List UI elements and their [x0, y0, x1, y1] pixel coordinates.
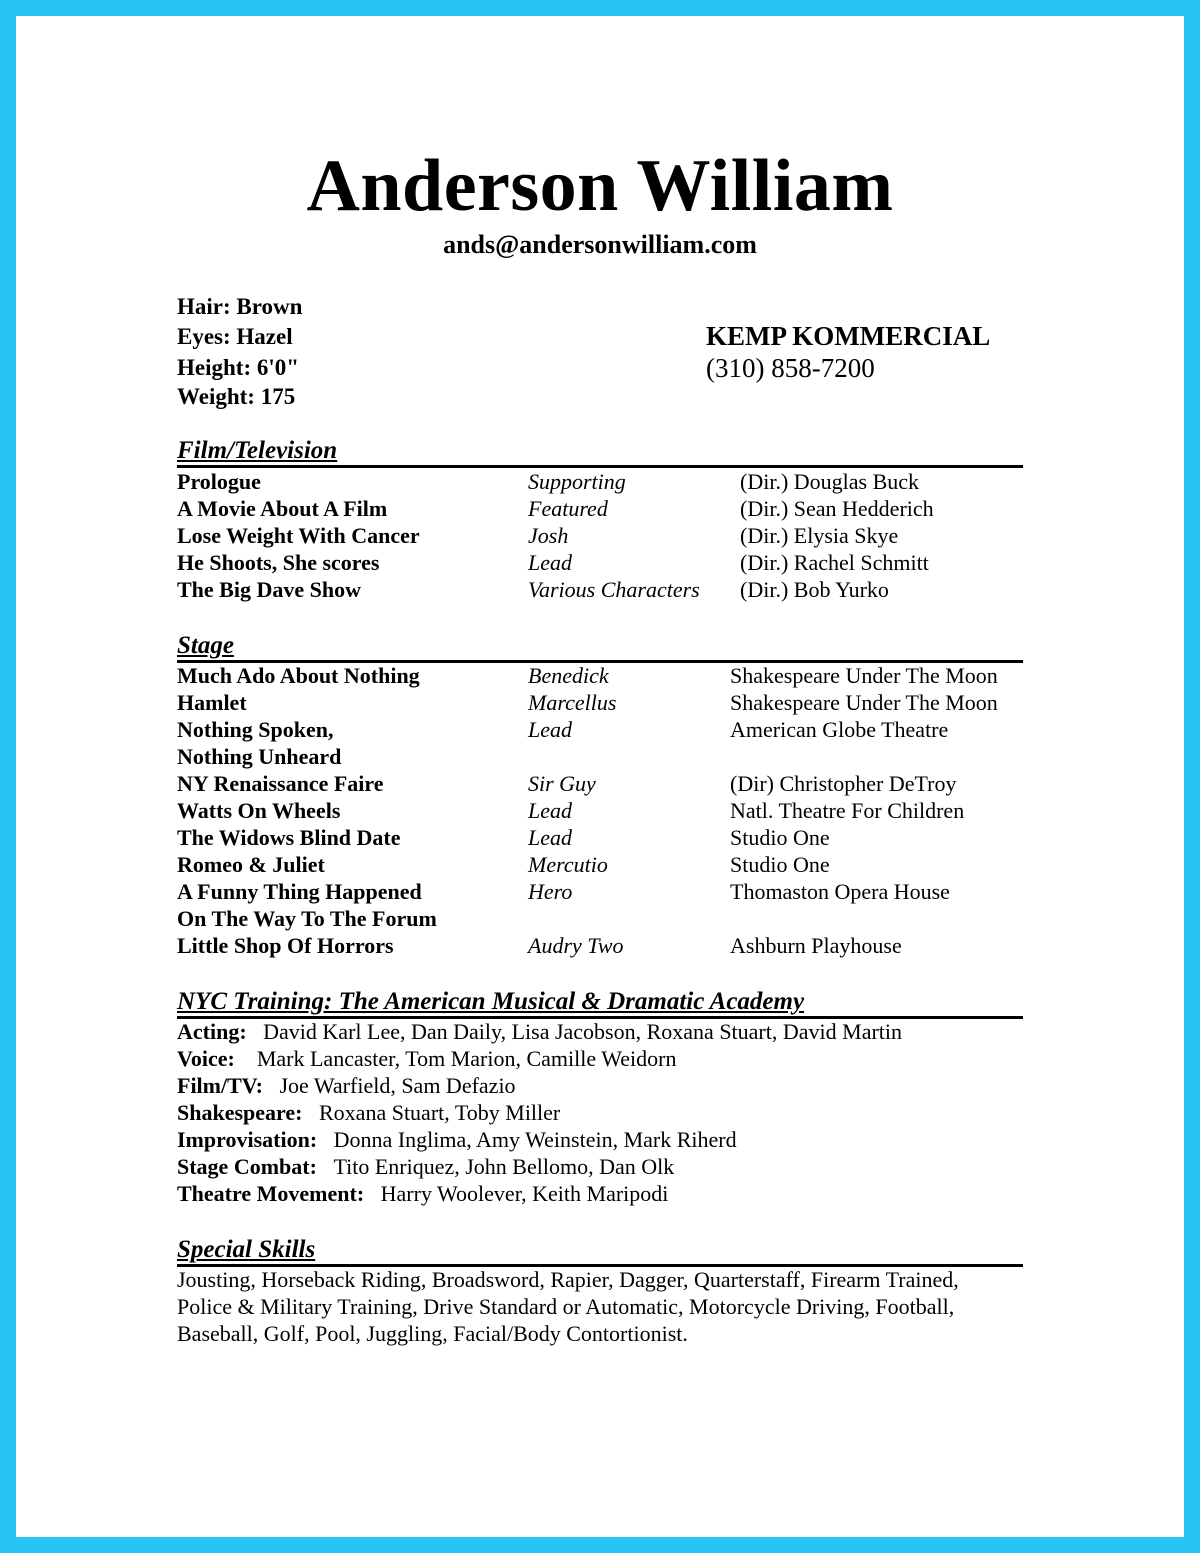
credit-role: Hero — [528, 879, 573, 904]
credit-role: Lead — [528, 717, 572, 742]
stat-eyes — [177, 323, 293, 351]
skills-line: Jousting, Horseback Riding, Broadsword, Rapier, Dagger, Quarterstaff, Firearm Trained, — [177, 1267, 959, 1292]
training-label: Shakespeare: — [177, 1100, 303, 1125]
stat-value: 175 — [260, 384, 296, 409]
credit-role: Mercutio — [528, 852, 608, 877]
training-row — [177, 1099, 560, 1126]
section-heading-skills — [177, 1236, 1023, 1267]
heading-text: Special Skills — [177, 1236, 316, 1263]
training-instructors: Tito Enriquez, John Bellomo, Dan Olk — [333, 1154, 675, 1179]
stat-label: Height: — [177, 355, 252, 380]
credit-title: Hamlet — [177, 690, 247, 715]
training-instructors: Donna Inglima, Amy Weinstein, Mark Riherd — [333, 1127, 737, 1152]
stat-value: Brown — [236, 294, 303, 319]
credit-title: Prologue — [177, 469, 261, 494]
credit-company: Natl. Theatre For Children — [730, 798, 965, 823]
credit-title-continued: Nothing Unheard — [177, 744, 342, 769]
credit-company: Ashburn Playhouse — [730, 933, 902, 958]
credit-director: (Dir.) Bob Yurko — [740, 577, 889, 602]
credit-director: (Dir.) Douglas Buck — [740, 469, 920, 494]
credit-title: Lose Weight With Cancer — [177, 523, 420, 548]
credit-role: Featured — [528, 496, 608, 521]
training-label: Voice: — [177, 1046, 235, 1071]
stat-hair — [177, 293, 302, 321]
training-instructors: Joe Warfield, Sam Defazio — [279, 1073, 516, 1098]
credit-role: Audry Two — [528, 933, 624, 958]
agent-name: KEMP KOMMERCIAL — [706, 321, 991, 351]
agent-phone: (310) 858-7200 — [706, 353, 875, 383]
credit-title: Much Ado About Nothing — [177, 663, 420, 688]
training-instructors: Roxana Stuart, Toby Miller — [319, 1100, 561, 1125]
credit-title: A Funny Thing Happened — [177, 879, 422, 904]
credit-director: (Dir.) Rachel Schmitt — [740, 550, 929, 575]
credit-role: Marcellus — [528, 690, 617, 715]
actor-name: Anderson William — [306, 145, 894, 227]
credit-title: Nothing Spoken, — [177, 717, 334, 742]
credit-company: Studio One — [730, 825, 830, 850]
credit-role: Supporting — [528, 469, 626, 494]
heading-text: Stage — [177, 632, 234, 659]
training-row — [177, 1180, 668, 1207]
credit-company: Studio One — [730, 852, 830, 877]
section-heading-training — [177, 988, 1023, 1019]
training-instructors: Mark Lancaster, Tom Marion, Camille Weidorn — [256, 1046, 677, 1071]
credit-company: (Dir) Christopher DeTroy — [730, 771, 957, 796]
training-label: Stage Combat: — [177, 1154, 317, 1179]
training-row — [177, 1126, 737, 1153]
credit-role: Lead — [528, 798, 572, 823]
credit-title-continued: On The Way To The Forum — [177, 906, 437, 931]
stat-label: Eyes: — [177, 324, 231, 349]
credit-company: American Globe Theatre — [730, 717, 949, 742]
credit-director: (Dir.) Elysia Skye — [740, 523, 899, 548]
training-row — [177, 1072, 516, 1099]
credit-title: The Widows Blind Date — [177, 825, 401, 850]
credit-title: Watts On Wheels — [177, 798, 341, 823]
email-address: ands@andersonwilliam.com — [443, 230, 757, 259]
training-row — [177, 1153, 674, 1180]
credit-company: Shakespeare Under The Moon — [730, 690, 998, 715]
stat-value: 6'0" — [256, 355, 300, 380]
credit-company: Shakespeare Under The Moon — [730, 663, 998, 688]
credit-title: The Big Dave Show — [177, 577, 361, 602]
stat-label: Weight: — [177, 384, 255, 409]
credit-title: Little Shop Of Horrors — [177, 933, 394, 958]
credit-title: He Shoots, She scores — [177, 550, 380, 575]
credit-company: Thomaston Opera House — [730, 879, 950, 904]
stat-label: Hair: — [177, 294, 231, 319]
credit-title: A Movie About A Film — [177, 496, 388, 521]
section-heading-stage — [177, 632, 1023, 663]
heading-text: NYC Training: The American Musical & Dramatic Academy — [177, 988, 805, 1015]
credit-role: Lead — [528, 825, 572, 850]
credit-director: (Dir.) Sean Hedderich — [740, 496, 934, 521]
credit-role: Lead — [528, 550, 572, 575]
training-row — [177, 1045, 676, 1072]
training-instructors: Harry Woolever, Keith Maripodi — [380, 1181, 669, 1206]
credit-role: Benedick — [528, 663, 609, 688]
heading-text: Film/Television — [177, 437, 338, 464]
training-instructors: David Karl Lee, Dan Daily, Lisa Jacobson, Roxana Stuart, David Martin — [263, 1019, 903, 1044]
credit-role: Various Characters — [528, 577, 700, 602]
section-heading-film — [177, 437, 1023, 468]
skills-line: Baseball, Golf, Pool, Juggling, Facial/Body Contortionist. — [177, 1321, 688, 1346]
training-label: Theatre Movement: — [177, 1181, 365, 1206]
credit-title: Romeo & Juliet — [177, 852, 325, 877]
credit-role: Josh — [528, 523, 569, 548]
training-row — [177, 1018, 902, 1045]
credit-role: Sir Guy — [528, 771, 596, 796]
training-label: Improvisation: — [177, 1127, 318, 1152]
stat-weight — [177, 383, 295, 411]
skills-line: Police & Military Training, Drive Standard or Automatic, Motorcycle Driving, Football, — [177, 1294, 955, 1319]
stat-height — [177, 354, 299, 382]
stat-value: Hazel — [236, 324, 293, 349]
training-label: Acting: — [177, 1019, 247, 1044]
training-label: Film/TV: — [177, 1073, 263, 1098]
credit-title: NY Renaissance Faire — [177, 771, 384, 796]
